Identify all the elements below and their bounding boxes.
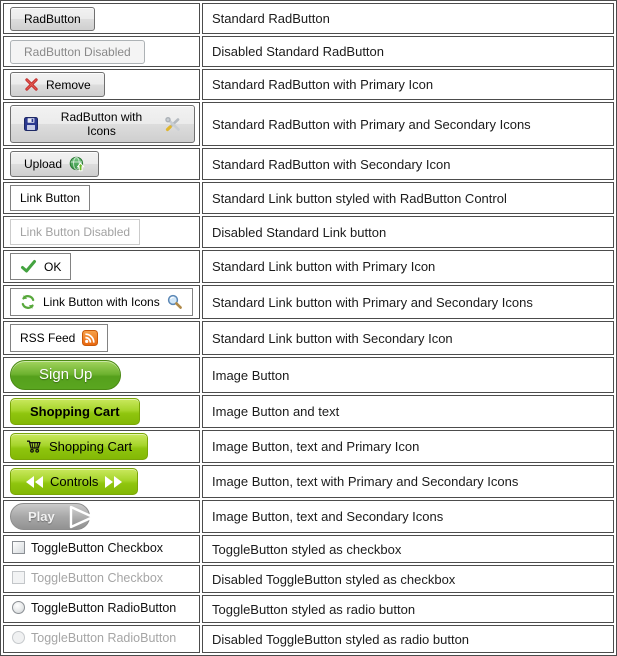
description-cell: ToggleButton styled as radio button	[202, 595, 614, 623]
link-button-disabled	[10, 219, 140, 245]
ok-link-button[interactable]	[10, 253, 71, 280]
button-label: RadButton	[24, 11, 81, 26]
tools-icon	[165, 117, 181, 132]
description-cell: Standard Link button styled with RadButton Control	[202, 182, 614, 214]
check-icon	[20, 259, 37, 274]
example-cell	[3, 102, 200, 146]
togglebutton-checkbox-disabled	[10, 569, 165, 587]
description-cell: Standard RadButton with Secondary Icon	[202, 148, 614, 180]
link-button[interactable]	[10, 185, 90, 211]
button-label: Controls	[50, 474, 99, 489]
example-cell	[3, 69, 200, 100]
example-cell	[3, 216, 200, 248]
table-row	[3, 395, 614, 428]
example-cell	[3, 3, 200, 34]
description-cell: Disabled ToggleButton styled as radio button	[202, 625, 614, 653]
example-cell	[3, 430, 200, 463]
description-cell: Disabled Standard Link button	[202, 216, 614, 248]
radio-icon	[12, 631, 25, 644]
red-x-icon	[24, 77, 39, 92]
table-row	[3, 430, 614, 463]
play-image-button[interactable]	[10, 503, 90, 530]
magnifier-icon	[167, 294, 183, 310]
button-label: ToggleButton RadioButton	[31, 600, 177, 615]
table-row	[3, 216, 614, 248]
button-label: Link Button	[20, 191, 81, 205]
example-cell	[3, 595, 200, 623]
description-cell: Disabled Standard RadButton	[202, 36, 614, 67]
example-cell	[3, 625, 200, 653]
description-cell: Image Button, text with Primary and Secondary Icons	[202, 465, 614, 498]
table-row	[3, 357, 614, 393]
description-cell: Standard RadButton	[202, 3, 614, 34]
double-arrow-left-icon	[26, 476, 43, 488]
button-label: Shopping Cart	[30, 404, 120, 419]
button-label: Link Button with Icons	[43, 295, 160, 309]
double-arrow-right-icon	[105, 476, 122, 488]
cart-icon	[26, 439, 42, 454]
example-cell	[3, 36, 200, 67]
shopping-cart-icon-image-button[interactable]	[10, 433, 148, 460]
play-triangle-icon	[68, 504, 96, 530]
table-row	[3, 321, 614, 355]
togglebutton-checkbox[interactable]	[10, 539, 165, 557]
radbutton-disabled	[10, 40, 145, 64]
radbutton-standard[interactable]	[10, 7, 95, 31]
checkbox-icon	[12, 541, 25, 554]
description-cell: Disabled ToggleButton styled as checkbox	[202, 565, 614, 593]
button-label: RSS Feed	[20, 331, 76, 345]
button-label: ToggleButton Checkbox	[31, 570, 164, 585]
table-row	[3, 102, 614, 146]
example-cell	[3, 500, 200, 533]
table-row	[3, 595, 614, 623]
button-label: Sign Up	[39, 366, 93, 383]
description-cell: ToggleButton styled as checkbox	[202, 535, 614, 563]
table-row	[3, 3, 614, 34]
table-row	[3, 285, 614, 319]
example-cell	[3, 395, 200, 428]
description-cell: Standard Link button with Primary and Secondary Icons	[202, 285, 614, 319]
table-row	[3, 36, 614, 67]
shopping-cart-image-button[interactable]	[10, 398, 140, 425]
checkbox-icon	[12, 571, 25, 584]
description-cell: Standard Link button with Primary Icon	[202, 250, 614, 283]
example-cell	[3, 465, 200, 498]
table-row	[3, 535, 614, 563]
button-label: OK	[44, 259, 62, 274]
remove-button[interactable]	[10, 72, 105, 97]
rss-icon	[82, 330, 98, 346]
description-cell: Image Button, text and Primary Icon	[202, 430, 614, 463]
table-row	[3, 465, 614, 498]
button-label: Upload	[24, 157, 63, 171]
save-icon	[24, 117, 38, 131]
example-cell	[3, 148, 200, 180]
description-cell: Standard RadButton with Primary and Secondary Icons	[202, 102, 614, 146]
table-row	[3, 625, 614, 653]
refresh-icon	[20, 294, 36, 310]
button-label: Play	[28, 509, 55, 524]
example-cell	[3, 565, 200, 593]
table-row	[3, 69, 614, 100]
button-label: ToggleButton Checkbox	[31, 540, 164, 555]
description-cell: Image Button, text and Secondary Icons	[202, 500, 614, 533]
button-label: Shopping Cart	[49, 439, 133, 454]
example-cell	[3, 285, 200, 319]
example-cell	[3, 182, 200, 214]
button-label: RadButton Disabled	[24, 44, 131, 59]
example-cell	[3, 321, 200, 355]
description-cell: Standard RadButton with Primary Icon	[202, 69, 614, 100]
button-label: RadButton with Icons	[60, 110, 143, 138]
example-cell	[3, 250, 200, 283]
radio-icon	[12, 601, 25, 614]
link-button-with-icons[interactable]	[10, 288, 193, 316]
globe-upload-icon	[69, 156, 85, 172]
sign-up-image-button[interactable]	[10, 360, 121, 390]
table-row	[3, 148, 614, 180]
description-cell: Image Button	[202, 357, 614, 393]
togglebutton-radio[interactable]	[10, 599, 178, 617]
button-label: ToggleButton RadioButton	[31, 630, 177, 645]
example-cell	[3, 535, 200, 563]
radbutton-with-icons-button[interactable]	[10, 105, 195, 143]
upload-button[interactable]	[10, 151, 99, 177]
togglebutton-radio-disabled	[10, 629, 178, 647]
example-cell	[3, 357, 200, 393]
table-row	[3, 565, 614, 593]
description-cell: Standard Link button with Secondary Icon	[202, 321, 614, 355]
table-row	[3, 500, 614, 533]
table-row	[3, 182, 614, 214]
button-label: Link Button Disabled	[20, 225, 131, 239]
table-row	[3, 250, 614, 283]
button-label: Remove	[46, 77, 91, 92]
description-cell: Image Button and text	[202, 395, 614, 428]
rss-feed-link-button[interactable]	[10, 324, 108, 352]
controls-image-button[interactable]	[10, 468, 138, 495]
